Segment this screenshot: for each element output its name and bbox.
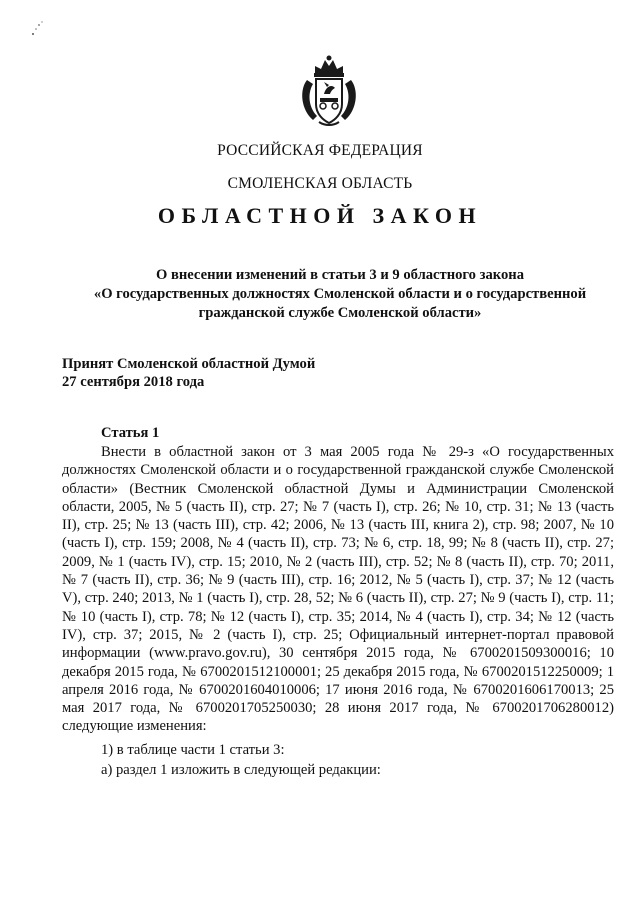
law-title-line: гражданской службе Смоленской области» xyxy=(198,305,482,321)
law-title-line: О внесении изменений в статьи 3 и 9 областного закона xyxy=(155,267,524,283)
article-body xyxy=(62,443,614,736)
article-item: 1) в таблице части 1 статьи 3: xyxy=(101,742,285,758)
article-paragraph: Внести в областной закон от 3 мая 2005 года № 29-з «О государственных должностях Смоленской области и о государственной гражданской службе Смоленской области» (Вестник Смоленской областной Думы и Администрации Смоленской области, 2005, № 5 (часть II), стр. 27; № 7 (часть I), стр. 26; № 10, стр. 31; № 13 (часть II), стр. 25; № 13 (часть III), стр. 42; 2006, № 13 (часть III, книга 2), стр. 98; 2007, № 10 (часть I), стр. 159; 2008, № 4 (часть II), стр. 73; № 6, стр. 18, 99; № 8 (часть II), стр. 27; 2009, № 1 (часть IV), стр. 15; 2010, № 2 (часть III), стр. 52; № 8 (часть II), стр. 70; 2011, № 7 (часть II), стр. 36; № 9 (часть III), стр. 16; 2012, № 5 (часть I), стр. 37; № 12 (часть V), стр. 240; 2013, № 1 (часть I), стр. 28, 52; № 6 (часть II), стр. 27; № 9 (часть I), стр. 11; № 10 (часть I), стр. 78; № 12 (часть I), стр. 35; 2014, № 4 (часть I), стр. 34; № 12 (часть IV), стр. 37; 2015, № 2 (часть I), стр. 25; Официальный интернет-портал правовой информации (www.pravo.gov.ru), 30 сентября 2015 года, № 6700201509300016; 10 декабря 2015 года, № 6700201512100001; 25 декабря 2015 года, № 6700201512250009; 1 апреля 2016 года, № 6700201604010006; 17 июня 2016 года, № 6700201606170013; 25 мая 2017 года, № 6700201705250030; 28 июня 2017 года, № 6700201706280012) следующие изменения: xyxy=(62,444,614,735)
region-heading: СМОЛЕНСКАЯ ОБЛАСТЬ xyxy=(227,175,413,192)
law-title xyxy=(70,266,610,323)
smolensk-coat-of-arms-icon xyxy=(297,54,361,128)
federation-heading: РОССИЙСКАЯ ФЕДЕРАЦИЯ xyxy=(217,142,423,159)
law-title-line: «О государственных должностях Смоленской области и о государственной xyxy=(93,286,587,302)
document-type-heading: ОБЛАСТНОЙ ЗАКОН xyxy=(157,203,483,228)
adoption-date: 27 сентября 2018 года xyxy=(62,374,205,390)
adoption-note xyxy=(62,355,315,391)
scan-speck-icon xyxy=(30,20,44,38)
article-heading: Статья 1 xyxy=(101,425,160,441)
article-subitem: а) раздел 1 изложить в следующей редакции: xyxy=(101,762,381,778)
adoption-line: Принят Смоленской областной Думой xyxy=(62,356,316,372)
